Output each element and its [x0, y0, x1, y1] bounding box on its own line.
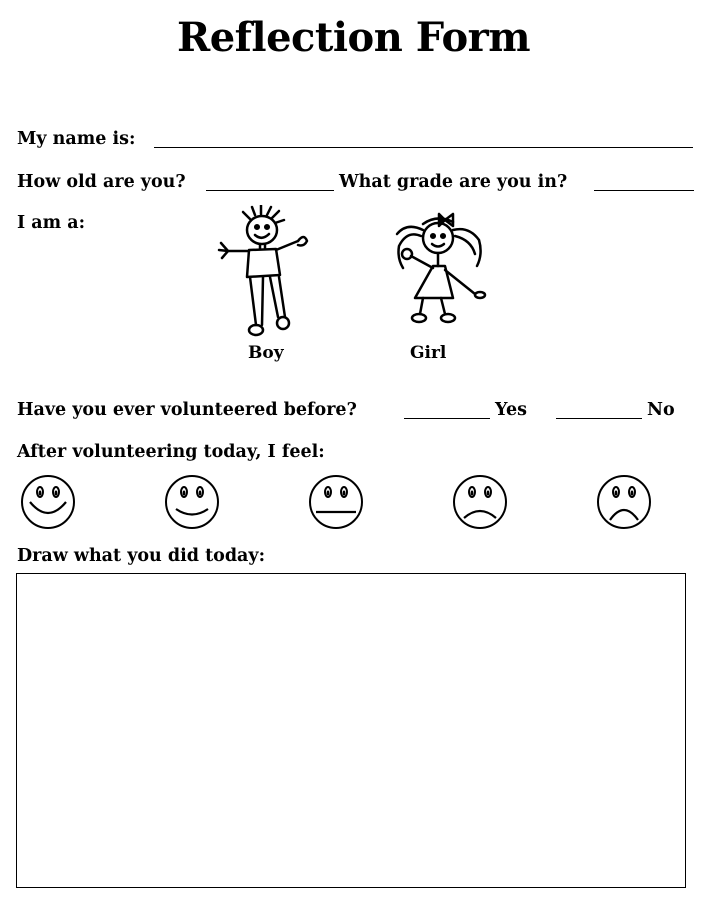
- no-label: No: [647, 400, 675, 420]
- girl-figure-icon[interactable]: [393, 210, 489, 332]
- drawing-area[interactable]: [16, 573, 686, 888]
- slight-frown-face-icon[interactable]: [452, 474, 508, 530]
- volunteered-label: Have you ever volunteered before?: [17, 400, 357, 420]
- age-label: How old are you?: [17, 172, 186, 192]
- grade-label: What grade are you in?: [339, 172, 568, 192]
- feel-label: After volunteering today, I feel:: [17, 442, 325, 462]
- smile-face-icon[interactable]: [164, 474, 220, 530]
- yes-field[interactable]: [404, 418, 490, 419]
- neutral-face-icon[interactable]: [308, 474, 364, 530]
- boy-figure-icon[interactable]: [212, 205, 316, 340]
- name-label: My name is:: [17, 129, 136, 149]
- name-field[interactable]: [154, 147, 693, 148]
- no-field[interactable]: [556, 418, 642, 419]
- page-title: Reflection Form: [176, 14, 531, 61]
- frown-face-icon[interactable]: [596, 474, 652, 530]
- big-smile-face-icon[interactable]: [20, 474, 76, 530]
- yes-label: Yes: [495, 400, 527, 420]
- boy-label: Boy: [248, 343, 284, 363]
- girl-label: Girl: [410, 343, 447, 363]
- draw-label: Draw what you did today:: [17, 546, 266, 566]
- grade-field[interactable]: [594, 190, 694, 191]
- iam-label: I am a:: [17, 213, 86, 233]
- age-field[interactable]: [206, 190, 334, 191]
